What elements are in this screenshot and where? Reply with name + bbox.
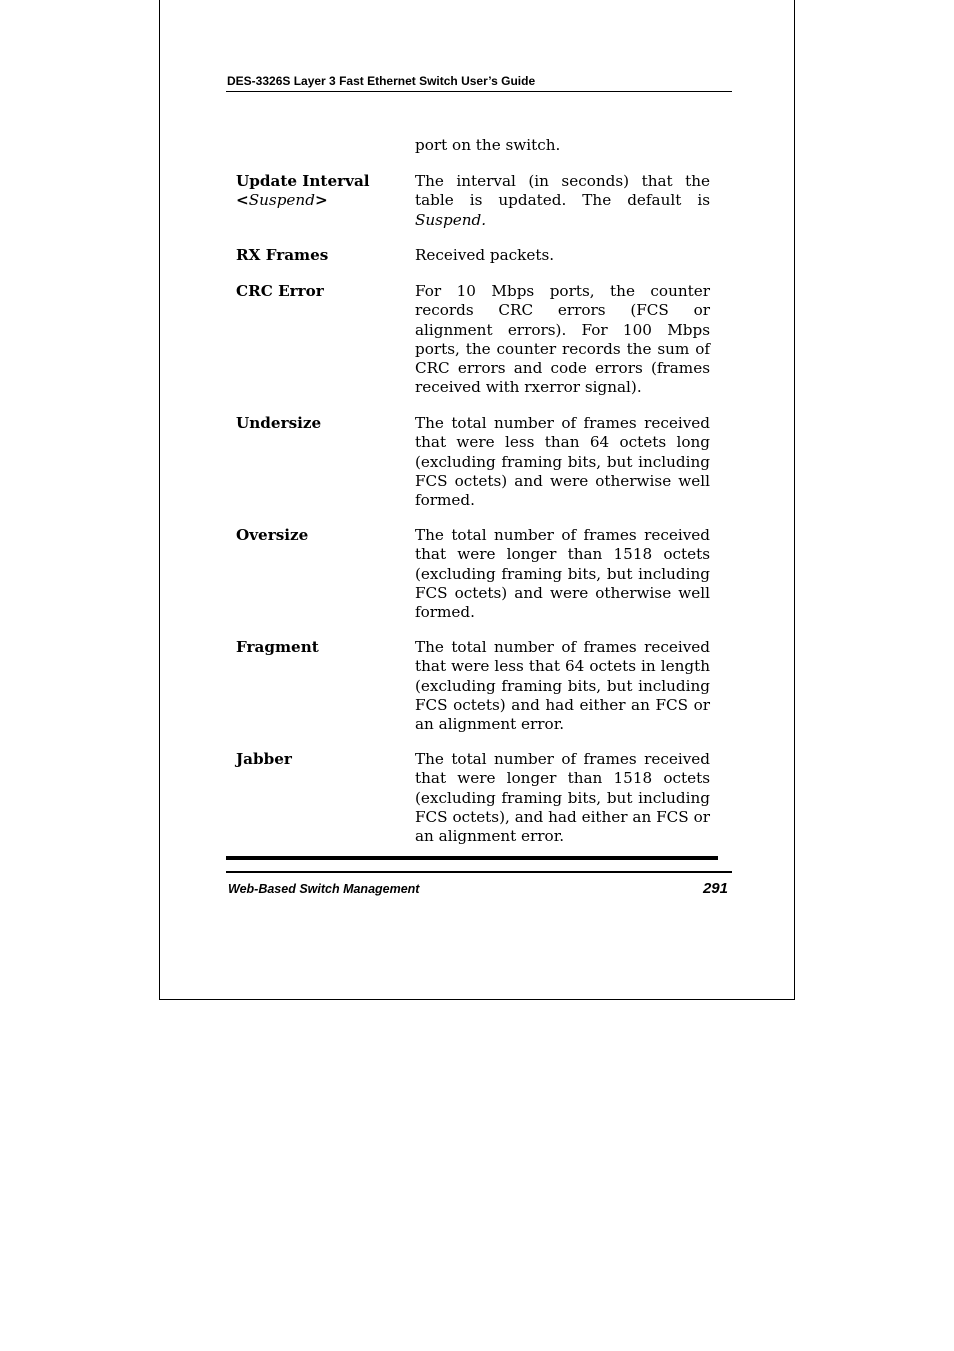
continuation-text: port on the switch. (415, 136, 561, 154)
term-label: CRC Error (236, 282, 324, 300)
footer-rule-thick (226, 856, 718, 860)
entry-rx-frames (236, 246, 710, 282)
term-label (236, 172, 415, 246)
term-label: Fragment (236, 638, 319, 656)
term-description: The total number of frames received that were less that 64 octets in length (excluding framing bits, but including FCS octets) and had either an FCS or an alignment error. (415, 638, 710, 734)
param-value: Suspend (248, 191, 315, 210)
term-description: The total number of frames received that were longer than 1518 octets (excluding framing bits, but including FCS octets), and had either an FCS or an alignment error. (415, 750, 710, 846)
term-description: The total number of frames received that were less than 64 octets long (excluding framing bits, but including FCS octets) and were otherwise well formed. (415, 414, 710, 510)
running-header: DES-3326S Layer 3 Fast Ethernet Switch User’s Guide (227, 74, 536, 88)
entry-crc-error (236, 282, 710, 414)
term-description: The total number of frames received that were longer than 1518 octets (excluding framing bits, but including FCS octets) and were otherwise well formed. (415, 526, 710, 622)
term-description: Received packets. (415, 246, 555, 264)
entry-fragment (236, 638, 710, 750)
term-description: For 10 Mbps ports, the counter records CRC errors (FCS or alignment errors). For 100 Mbps ports, the counter records the sum of CRC errors and code errors (frames received with rxerror signal). (415, 282, 710, 397)
continuation-row (236, 136, 710, 172)
entry-oversize (236, 526, 710, 638)
term-label: RX Frames (236, 246, 329, 264)
term-name: Update Interval (236, 172, 370, 190)
definition-table (236, 136, 710, 846)
footer-rule-thin (226, 871, 732, 873)
entry-jabber (236, 750, 710, 846)
term-label: Undersize (236, 414, 322, 432)
header-rule (226, 91, 732, 92)
term-label: Jabber (236, 750, 292, 768)
footer-section-title: Web-Based Switch Management (228, 882, 420, 896)
page-number: 291 (702, 880, 728, 897)
description-default: Suspend. (415, 210, 487, 229)
entry-update-interval (236, 172, 710, 246)
term-label: Oversize (236, 526, 309, 544)
param-close: > (314, 191, 328, 210)
description-text: The interval (in seconds) that the table is updated. The default is (415, 172, 710, 210)
entry-undersize (236, 414, 710, 526)
term-description (415, 172, 710, 246)
param-open: < (236, 191, 249, 210)
